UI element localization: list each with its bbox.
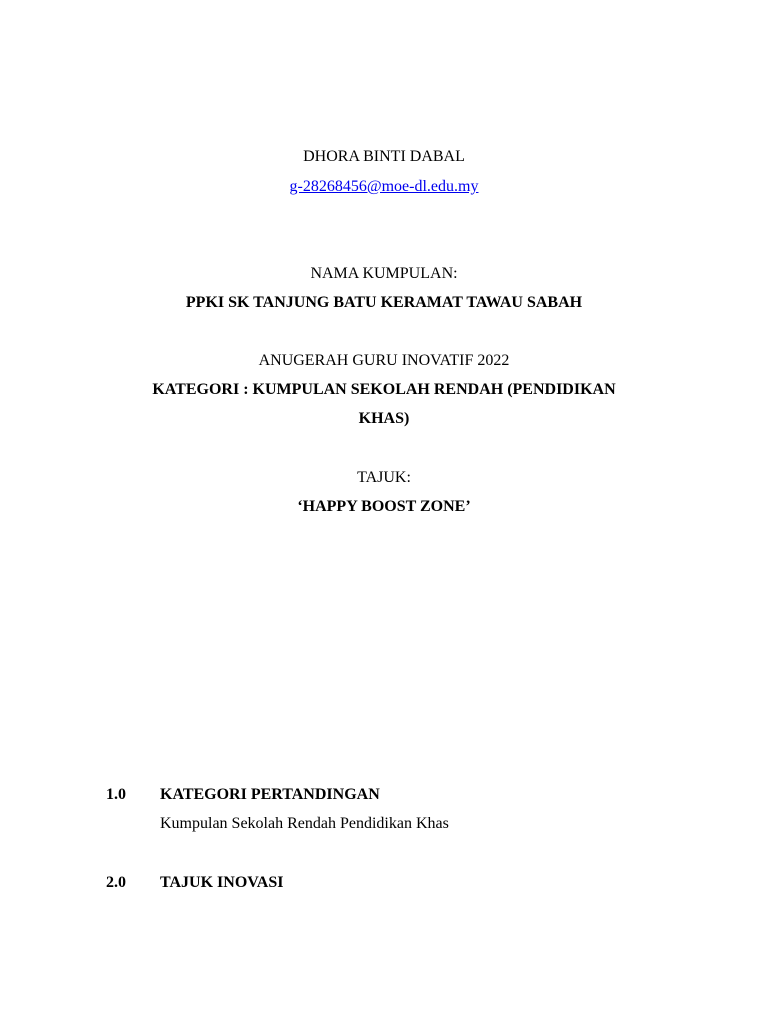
topic-label: TAJUK:: [357, 469, 411, 486]
group-label: NAMA KUMPULAN:: [310, 265, 458, 282]
section-1-number: 1.0: [106, 786, 126, 803]
author-email-link[interactable]: g-28268456@moe-dl.edu.my: [289, 178, 479, 195]
section-1-heading: [106, 785, 380, 805]
section-2-title: TAJUK INOVASI: [160, 874, 284, 891]
award-category-line-2: KHAS): [358, 410, 410, 427]
section-1-body: Kumpulan Sekolah Rendah Pendidikan Khas: [160, 815, 449, 832]
section-1-title: KATEGORI PERTANDINGAN: [160, 786, 380, 803]
author-name: DHORA BINTI DABAL: [303, 148, 465, 165]
topic-title: ‘HAPPY BOOST ZONE’: [297, 498, 471, 515]
award-category-line-1: KATEGORI : KUMPULAN SEKOLAH RENDAH (PENDIDIKAN: [152, 381, 616, 398]
award-title: ANUGERAH GURU INOVATIF 2022: [258, 352, 510, 369]
group-name: PPKI SK TANJUNG BATU KERAMAT TAWAU SABAH: [185, 294, 583, 311]
section-2-number: 2.0: [106, 874, 126, 891]
section-2-heading: [106, 873, 283, 893]
author-email-line: [0, 177, 768, 197]
